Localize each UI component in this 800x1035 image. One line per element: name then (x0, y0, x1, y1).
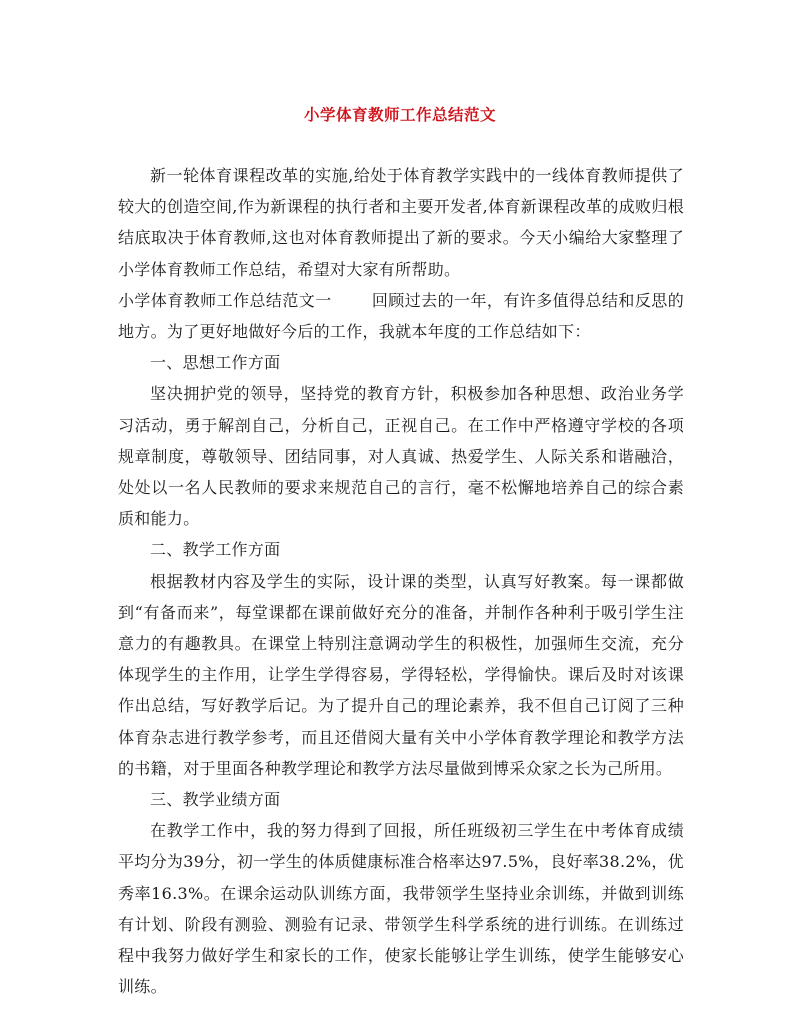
heading-teaching-results: 三、教学业绩方面 (150, 790, 281, 810)
paragraph-thought-work: 坚决拥护党的领导，坚持党的教育方针，积极参加各种思想、政治业务学习活动，勇于解剖自己，分析自己，正视自己。在工作中严格遵守学校的各项规章制度，尊敬领导、团结同事，对人真诚、热爱学生、人际关系和谐融洽，处处以一名人民教师的要求来规范自己的言行，毫不松懈地培养自己的综合素质和能力。 (118, 384, 684, 529)
section-title: 小学体育教师工作总结范文一 (118, 290, 332, 310)
paragraph-teaching-work: 根据教材内容及学生的实际，设计课的类型，认真写好教案。每一课都做到“有备而来”，每堂课都在课前做好充分的准备，并制作各种利于吸引学生注意力的有趣教具。在课堂上特别注意调动学生的积极性，加强师生交流，充分体现学生的主作用，让学生学得容易，学得轻松，学得愉快。课后及时对该课作出总结，写好教学后记。为了提升自己的理论素养，我不但自己订阅了三种体育杂志进行教学参考，而且还借阅大量有关中小学体育教学理论和教学方法的书籍，对于里面各种教学理论和教学方法尽量做到博采众家之长为己所用。 (118, 571, 684, 778)
section-intro-paragraph (118, 285, 684, 347)
section-intro-text: 回顾过去的一年，有许多值得总结和反思的地方。为了更好地做好今后的工作，我就本年度的工作总结如下： (118, 290, 684, 342)
heading-teaching-work: 二、教学工作方面 (150, 540, 281, 560)
document-title: 小学体育教师工作总结范文 (303, 105, 496, 124)
heading-thought-work: 一、思想工作方面 (150, 353, 281, 373)
document-body (118, 160, 684, 1002)
intro-paragraph: 新一轮体育课程改革的实施,给处于体育教学实践中的一线体育教师提供了较大的创造空间,作为新课程的执行者和主要开发者,体育新课程改革的成败归根结底取决于体育教师,这也对体育教师提出了新的要求。今天小编给大家整理了小学体育教师工作总结，希望对大家有所帮助。 (118, 166, 684, 279)
paragraph-teaching-results: 在教学工作中，我的努力得到了回报，所任班级初三学生在中考体育成绩平均分为39分，初一学生的体质健康标准合格率达97.5%，良好率38.2%，优秀率16.3%。在课余运动队训练方面，我带领学生坚持业余训练，并做到训练有计划、阶段有测验、测验有记录、带领学生科学系统的进行训练。在训练过程中我努力做好学生和家长的工作，使家长能够让学生训练，使学生能够安心训练。 (118, 821, 684, 997)
